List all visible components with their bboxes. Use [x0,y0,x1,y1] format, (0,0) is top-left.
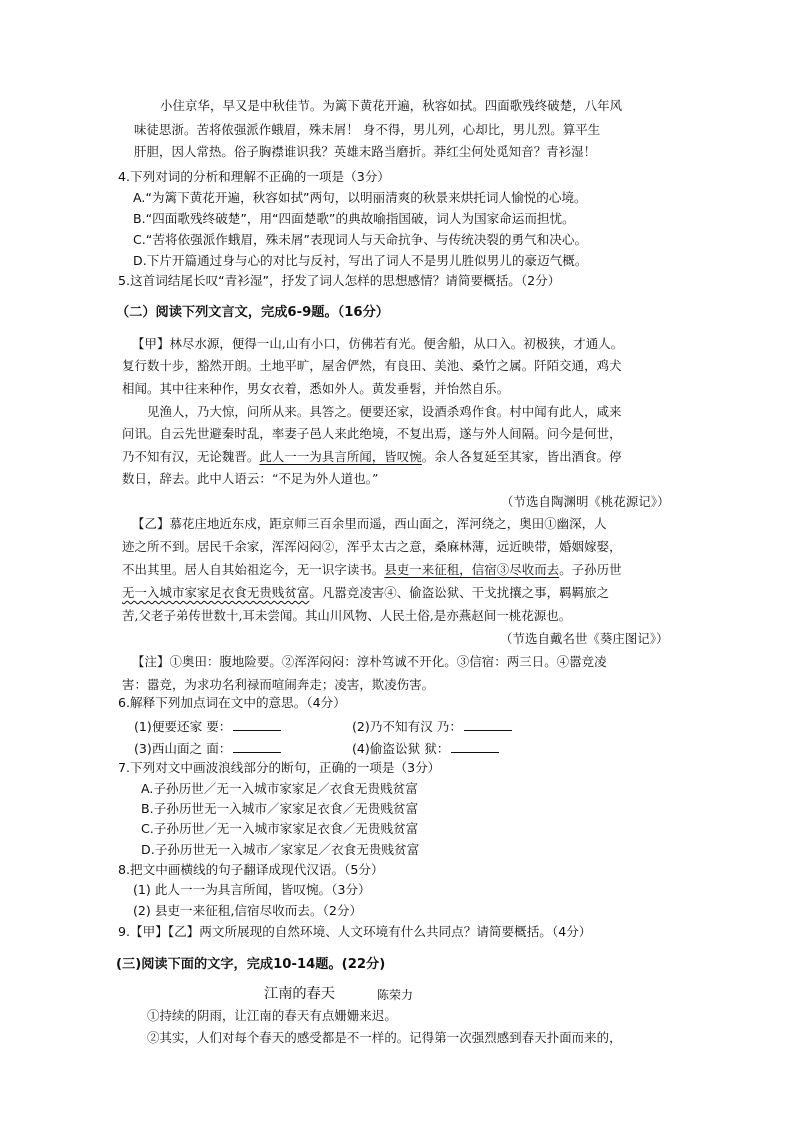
question-4-option-b: B.“四面歌残终破楚”，用“四面楚歌”的典故喻指国破，词人为国家命运而担忧。 [133,211,575,226]
question-7-option-a: A.子孙历世／无一入城市家家足／衣食无贵贱贫富 [141,781,418,796]
footnote-line: 【注】①奥田：腹地险要。②浑浑闷闷：淳朴笃诚不开化。③信宿：两三日。④嚣竞凌 [132,654,607,669]
passage-text: 。凡嚣竞凌害④、偷盗讼狱、干戈扰攘之事，羁羁旅之 [309,585,610,600]
section-3-heading: (三)阅读下面的文字，完成10-14题。(22分) [116,957,386,972]
poem-line: 肝胆，因人常热。俗子胸襟谁识我？英雄末路当磨折。莽红尘何处觅知音？青衫湿！ [134,144,597,159]
question-4-option-d: D.下片开篇通过身与心的对比与反衬，写出了词人不是男儿胜似男儿的豪迈气概。 [133,253,588,268]
passage-yi-line: 迹之所不到。居民千余家，浑浑闷闷②，浑乎太古之意，桑麻林薄，远近映带，婚姻嫁娶， [122,539,622,554]
item-text: (1)便要还家 要： [134,719,232,734]
question-6-item [352,718,512,734]
question-8-stem: 8.把文中画横线的句子翻译成现代汉语。（5分） [118,862,384,877]
passage-text: 乃不知有汉，无论魏晋。 [122,449,260,464]
source-note-yi: （节选自戴名世《葵庄图记》） [500,631,669,646]
passage-jia-line: 复行数十步，豁然开朗。土地平旷，屋舍俨然，有良田、美池、桑竹之属。阡陌交通，鸡犬 [122,358,622,373]
passage-yi-line: 【乙】慕花庄地近东戍，距京师三百余里而遥，西山面之，浑河绕之，奥田①幽深，人 [132,516,607,531]
question-7-option-c: C.子孙历世／无一入城市家家足衣食／无贵贱贫富 [141,821,419,836]
passage-yi-line: 苦,父老子弟传世数十,耳未尝闻。其山川风物、人民土俗,是亦燕赵间一桃花源也。 [122,608,572,623]
source-note-jia: （节选自陶渊明《桃花源记》） [501,494,670,509]
question-4-option-a: A.“为篱下黄花开遍，秋容如拭”两句，以明丽清爽的秋景来烘托词人愉悦的心境。 [133,190,587,205]
item-text: (2)乃不知有汉 乃： [352,719,462,734]
passage-jia-line: 数日，辞去。此中人语云：“不足为外人道也。” [122,471,379,486]
article-author: 陈荣力 [377,988,414,1002]
question-6-item [134,718,281,734]
passage-jia-line: 见渔人，乃大惊，问所从来。具答之。便要还家，设酒杀鸡作食。村中闻有此人，咸来 [147,404,622,419]
question-6-stem: 6.解释下列加点词在文中的意思。（4分） [118,695,346,710]
passage-yi-line [122,587,609,599]
underlined-sentence-2: 县吏一来征租，信宿③尽收而去 [384,562,560,577]
section-2-heading: （二）阅读下列文言文，完成6-9题。（16分） [116,305,389,320]
question-7-option-d: D.子孙历世无一入城市／家家足／衣食无贵贱贫富 [141,842,420,857]
article-title: 江南的春天 [264,986,335,1002]
passage-text: 不出其里。居人自其始祖迄今，无一识字读书。 [122,562,385,577]
passage-jia-line [122,451,622,463]
wavy-underlined-phrase: 无一入城市家家足衣食无贵贱贫富 [122,585,310,600]
passage-jia-line: 问讯。自云先世避秦时乱，率妻子邑人来此绝境，不复出焉，遂与外人间隔。问今是何世， [122,426,622,441]
article-paragraph: ①持续的阴雨，让江南的春天有点姗姗来迟。 [147,1008,397,1023]
answer-blank[interactable] [233,740,281,753]
footnote-line: 害：嚣竞，为求功名利禄而喧闹奔走；凌害，欺凌伤害。 [122,677,435,692]
question-7-stem: 7.下列对文中画波浪线部分的断句，正确的一项是（3分） [118,760,441,775]
question-4-option-c: C.“苦将依强派作蛾眉，殊未屑”表现词人与天命抗争、与传统决裂的勇气和决心。 [133,232,588,247]
answer-blank[interactable] [233,718,281,731]
question-5-stem: 5.这首词结尾长叹“青衫湿”，抒发了词人怎样的思想感情？请简要概括。（2分） [118,273,561,288]
poem-line: 味徒思浙。苦将侬强派作蛾眉，殊未屑！ 身不得，男儿列，心却比，男儿烈。算平生 [134,122,601,137]
item-text: (3)西山面之 面： [134,741,232,756]
passage-text: 。余人各复延至其家，皆出酒食。停 [421,449,622,464]
question-7-option-b: B.子孙历世无一入城市／家家足衣食／无贵贱贫富 [141,801,419,816]
question-8-sentence: (1) 此人一一为具言所闻，皆叹惋。（3分） [133,882,371,897]
passage-jia-line: 【甲】林尽水源，便得一山,山有小口，仿佛若有光。便舍船，从口入。初极狭，才通人。 [132,336,624,351]
question-4-stem: 4.下列对词的分析和理解不正确的一项是（3分） [118,169,390,184]
poem-line: 小住京华，早又是中秋佳节。为篱下黄花开遍，秋容如拭。四面歌残终破楚，八年风 [160,98,623,113]
answer-blank[interactable] [464,718,512,731]
passage-text: 。子孙历世 [559,562,622,577]
question-6-item [134,740,281,756]
article-paragraph: ②其实，人们对每个春天的感受都是不一样的。记得第一次强烈感到春天扑面而来的， [147,1030,622,1045]
question-8-sentence: (2) 县吏一来征租,信宿尽收而去。（2分） [133,903,363,918]
answer-blank[interactable] [451,740,499,753]
passage-jia-line: 相闻。其中往来种作，男女衣着，悉如外人。黄发垂髫，并怡然自乐。 [122,381,510,396]
item-text: (4)偷盗讼狱 狱： [352,741,450,756]
passage-yi-line [122,564,622,576]
question-6-item [352,740,499,756]
underlined-sentence-1: 此人一一为具言所闻，皆叹惋 [259,449,422,464]
question-9-stem: 9.【甲】【乙】两文所展现的自然环境、人文环境有什么共同点？请简要概括。（4分） [118,924,592,939]
